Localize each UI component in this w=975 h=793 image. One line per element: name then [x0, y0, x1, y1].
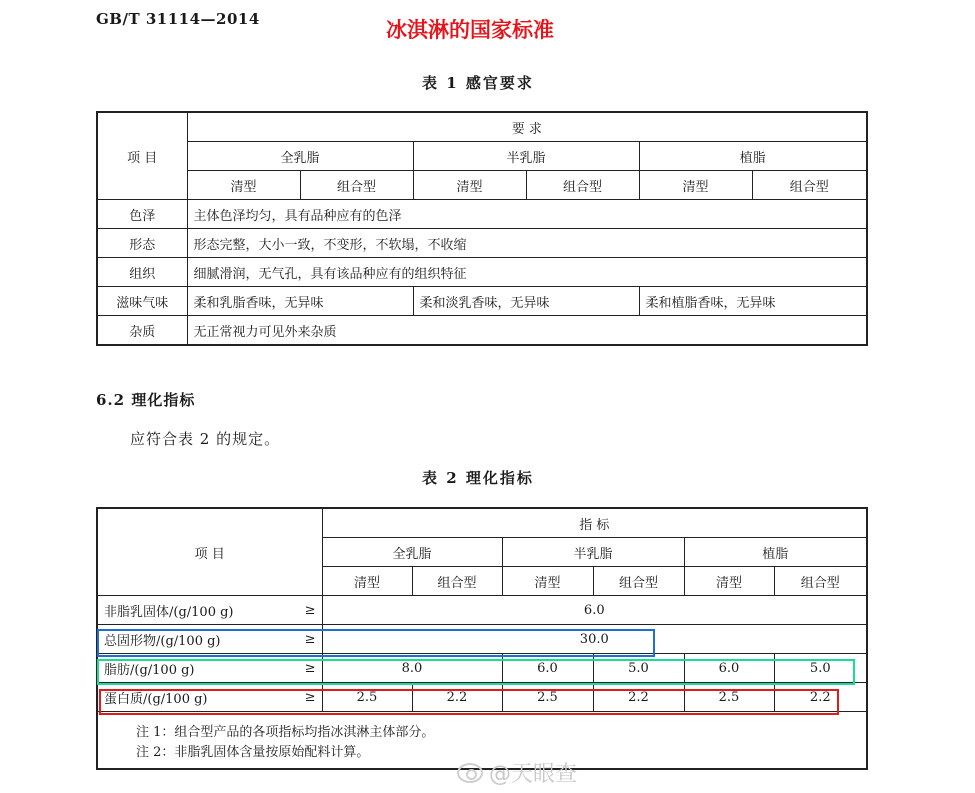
- t2-item-header: 项 目: [97, 508, 322, 596]
- table-row: [97, 229, 867, 258]
- fat-value: 6.0: [502, 654, 593, 683]
- fat-label: 脂肪/(g/100 g): [104, 662, 195, 678]
- table-row: [97, 596, 867, 625]
- t2-subtype: 清型: [322, 567, 412, 596]
- t2-index-header: 指 标: [322, 508, 867, 538]
- protein-value: 2.5: [502, 683, 593, 712]
- t2-group-full-fat: 全乳脂: [322, 538, 502, 567]
- table-row: [97, 258, 867, 287]
- protein-value: 2.5: [684, 683, 774, 712]
- t1-subtype: 清型: [639, 171, 752, 200]
- row-item: [97, 596, 322, 625]
- t1-subtype: 清型: [187, 171, 300, 200]
- fat-value: 5.0: [774, 654, 867, 683]
- table-row: [97, 683, 867, 712]
- watermark: [457, 757, 577, 788]
- row-item: [97, 654, 322, 683]
- t2-group-half-fat: 半乳脂: [502, 538, 684, 567]
- t1-subtype: 组合型: [752, 171, 867, 200]
- t1-group-vegetable-fat: 植脂: [639, 142, 867, 171]
- row-item: 组织: [97, 258, 187, 287]
- table-note: 注 1：组合型产品的各项指标均指冰淇淋主体部分。: [97, 712, 867, 741]
- protein-value: 2.2: [412, 683, 502, 712]
- table-row: [97, 287, 867, 316]
- t1-req-header: 要 求: [187, 112, 867, 142]
- row-requirement: 无正常视力可见外来杂质: [187, 316, 867, 346]
- t1-item-header: 项 目: [97, 112, 187, 200]
- page-title: 冰淇淋的国家标准: [386, 18, 554, 42]
- ge-symbol: ≥: [304, 689, 316, 705]
- table-row: [97, 316, 867, 346]
- row-requirement: 柔和淡乳香味，无异味: [413, 287, 639, 316]
- table-row: [97, 625, 867, 654]
- row-item: [97, 625, 322, 654]
- t1-group-full-fat: 全乳脂: [187, 142, 413, 171]
- table-row: [97, 200, 867, 229]
- watermark-text: @天眼查: [489, 762, 578, 787]
- table-row: [97, 654, 867, 683]
- protein-value: 2.2: [774, 683, 867, 712]
- t2-subtype: 组合型: [774, 567, 867, 596]
- total-solids-value: 30.0: [322, 625, 867, 654]
- t1-subtype: 组合型: [526, 171, 639, 200]
- protein-value: 2.5: [322, 683, 412, 712]
- table-note: 注 2：非脂乳固体含量按原始配料计算。: [97, 740, 867, 769]
- row-requirement: 柔和植脂香味，无异味: [639, 287, 867, 316]
- t1-subtype: 清型: [413, 171, 526, 200]
- table2-caption: 表 2 理化指标: [422, 469, 534, 487]
- section-heading: 6.2 理化指标: [96, 391, 196, 409]
- standard-code: GB/T 31114—2014: [96, 10, 260, 28]
- t2-subtype: 组合型: [593, 567, 684, 596]
- protein-value: 2.2: [593, 683, 684, 712]
- weibo-icon: [457, 763, 483, 783]
- section-body: 应符合表 2 的规定。: [130, 430, 281, 448]
- sensory-requirements-table: [96, 111, 868, 346]
- fat-value: 8.0: [322, 654, 502, 683]
- protein-label: 蛋白质/(g/100 g): [104, 691, 208, 707]
- row-item: 滋味气味: [97, 287, 187, 316]
- ge-symbol: ≥: [304, 660, 316, 676]
- table-note-row: [97, 712, 867, 741]
- physicochemical-indicators-table: [96, 507, 868, 770]
- row-requirement: 主体色泽均匀，具有品种应有的色泽: [187, 200, 867, 229]
- row-item: 杂质: [97, 316, 187, 346]
- row-requirement: 细腻滑润，无气孔，具有该品种应有的组织特征: [187, 258, 867, 287]
- row-item: 形态: [97, 229, 187, 258]
- fat-value: 5.0: [593, 654, 684, 683]
- ge-symbol: ≥: [304, 631, 316, 647]
- t2-subtype: 组合型: [412, 567, 502, 596]
- nonfat-solids-value: 6.0: [322, 596, 867, 625]
- row-requirement: 形态完整，大小一致，不变形，不软塌，不收缩: [187, 229, 867, 258]
- t1-group-half-fat: 半乳脂: [413, 142, 639, 171]
- t2-subtype: 清型: [684, 567, 774, 596]
- nonfat-solids-label: 非脂乳固体/(g/100 g): [104, 604, 234, 620]
- t2-group-vegetable-fat: 植脂: [684, 538, 867, 567]
- t2-subtype: 清型: [502, 567, 593, 596]
- row-requirement: 柔和乳脂香味，无异味: [187, 287, 413, 316]
- total-solids-label: 总固形物/(g/100 g): [104, 633, 221, 649]
- ge-symbol: ≥: [304, 602, 316, 618]
- table1-caption: 表 1 感官要求: [422, 74, 534, 92]
- t1-subtype: 组合型: [300, 171, 413, 200]
- row-item: [97, 683, 322, 712]
- row-item: 色泽: [97, 200, 187, 229]
- fat-value: 6.0: [684, 654, 774, 683]
